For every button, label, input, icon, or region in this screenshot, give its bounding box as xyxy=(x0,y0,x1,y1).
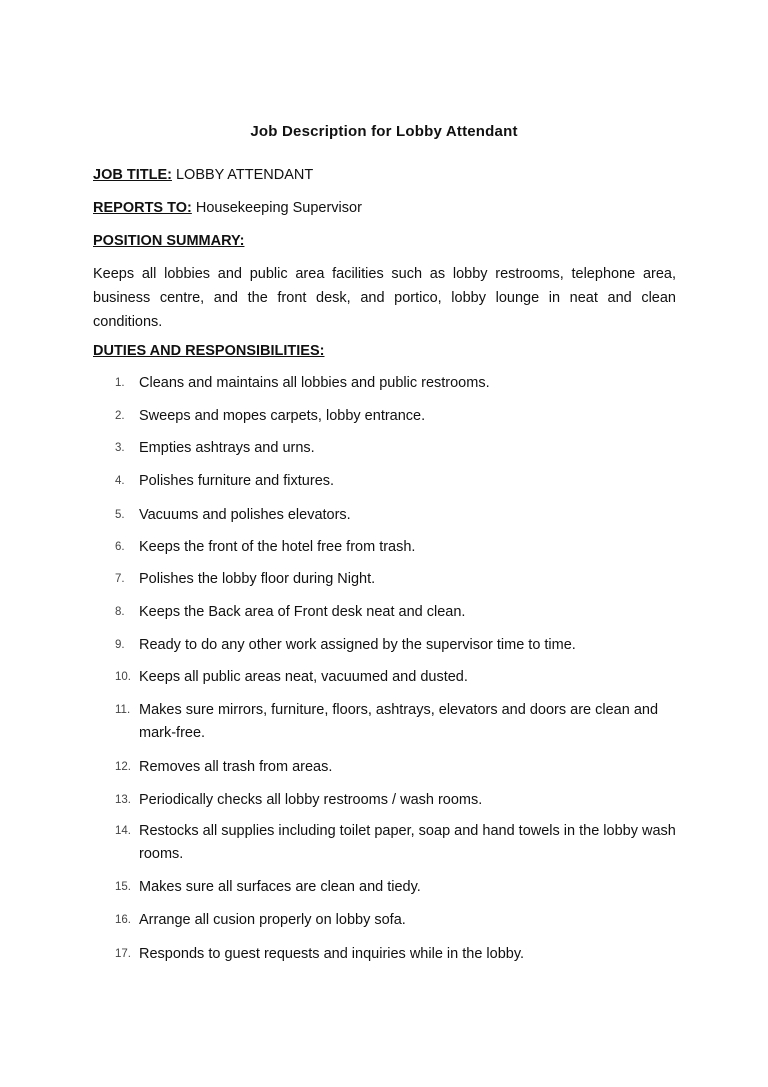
job-title-field xyxy=(93,166,313,184)
duty-item xyxy=(115,876,680,899)
duty-item xyxy=(115,405,680,428)
duty-text: Keeps the Back area of Front desk neat and clean. xyxy=(139,604,466,620)
duty-number: 11. xyxy=(115,704,131,716)
duty-text: Vacuums and polishes elevators. xyxy=(139,507,351,523)
duty-number: 5. xyxy=(115,509,125,521)
duty-item xyxy=(115,504,680,527)
duty-number: 6. xyxy=(115,541,125,553)
duty-item xyxy=(115,601,680,624)
duty-number: 12. xyxy=(115,761,131,773)
duty-number: 7. xyxy=(115,573,125,585)
duty-item xyxy=(115,470,680,493)
duty-item xyxy=(115,756,680,779)
duty-item xyxy=(115,536,680,559)
duty-item xyxy=(115,820,680,866)
duty-item xyxy=(115,437,680,460)
duty-number: 13. xyxy=(115,794,131,806)
duty-item xyxy=(115,789,680,812)
duty-item xyxy=(115,699,680,745)
duty-number: 15. xyxy=(115,881,131,893)
duty-number: 8. xyxy=(115,606,125,618)
duty-item xyxy=(115,666,680,689)
duty-item xyxy=(115,909,680,932)
duty-item xyxy=(115,943,680,966)
duty-text: Sweeps and mopes carpets, lobby entrance. xyxy=(139,408,426,424)
duty-text: Polishes furniture and fixtures. xyxy=(139,473,335,489)
job-title-label: JOB TITLE: xyxy=(93,167,172,183)
duty-number: 2. xyxy=(115,410,125,422)
duty-text: Removes all trash from areas. xyxy=(139,759,333,775)
duty-text: Makes sure all surfaces are clean and tiedy. xyxy=(139,879,421,895)
duty-item xyxy=(115,372,680,395)
duty-text: Empties ashtrays and urns. xyxy=(139,440,315,456)
position-summary-text: Keeps all lobbies and public area facilities such as lobby restrooms, telephone area, business centre, and the front desk, and portico, lobby lounge in neat and clean conditions. xyxy=(93,266,676,330)
duty-text: Responds to guest requests and inquiries while in the lobby. xyxy=(139,946,525,962)
duty-text: Keeps the front of the hotel free from trash. xyxy=(139,539,416,555)
duty-text: Ready to do any other work assigned by the supervisor time to time. xyxy=(139,637,576,653)
duty-number: 10. xyxy=(115,671,131,683)
duty-text: Polishes the lobby floor during Night. xyxy=(139,571,376,587)
duty-text: Cleans and maintains all lobbies and public restrooms. xyxy=(139,375,490,391)
duty-number: 17. xyxy=(115,948,131,960)
duty-text: Keeps all public areas neat, vacuumed and dusted. xyxy=(139,669,468,685)
duty-text: Restocks all supplies including toilet paper, soap and hand towels in the lobby wash rooms. xyxy=(139,823,676,862)
duty-number: 16. xyxy=(115,914,131,926)
document-title: Job Description for Lobby Attendant xyxy=(250,123,518,140)
duty-number: 9. xyxy=(115,639,125,651)
position-summary-heading xyxy=(93,232,244,250)
duty-number: 14. xyxy=(115,825,131,837)
duty-text: Makes sure mirrors, furniture, floors, ashtrays, elevators and doors are clean and mark-free. xyxy=(139,702,659,741)
reports-to-value: Housekeeping Supervisor xyxy=(195,200,362,216)
duty-text: Periodically checks all lobby restrooms / wash rooms. xyxy=(139,792,483,808)
duty-number: 4. xyxy=(115,475,125,487)
duty-text: Arrange all cusion properly on lobby sofa. xyxy=(139,912,406,928)
duty-number: 1. xyxy=(115,377,125,389)
duties-heading: DUTIES AND RESPONSIBILITIES: xyxy=(93,343,325,359)
reports-to-label: REPORTS TO: xyxy=(93,200,192,216)
duty-item xyxy=(115,634,680,657)
duty-number: 3. xyxy=(115,442,125,454)
reports-to-field xyxy=(93,199,362,217)
job-title-value: LOBBY ATTENDANT xyxy=(175,167,314,183)
duty-item xyxy=(115,568,680,591)
position-summary-label: POSITION SUMMARY: xyxy=(93,233,245,249)
